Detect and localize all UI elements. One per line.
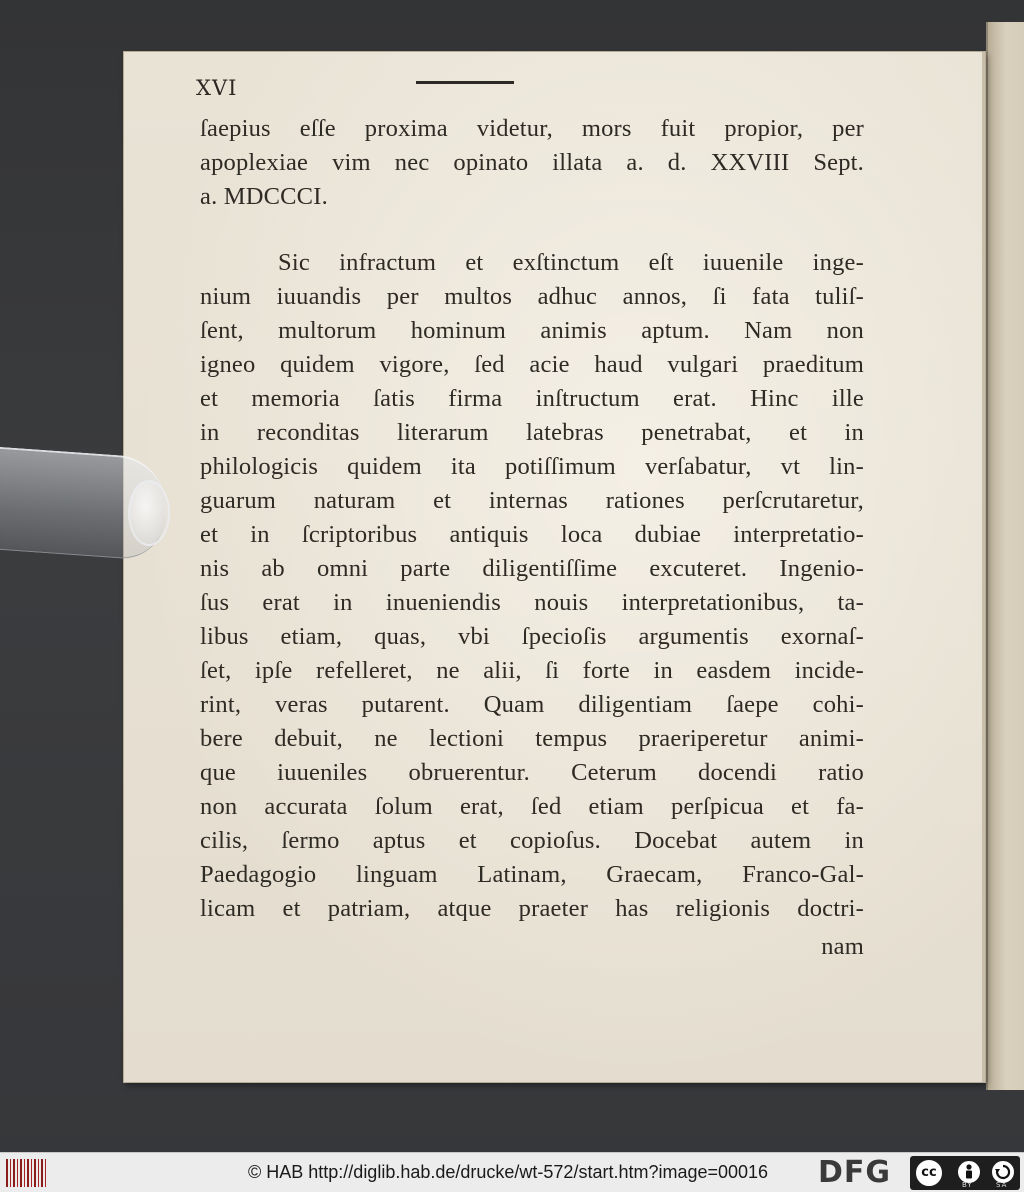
text-line: a. MDCCCI. <box>200 183 328 210</box>
text-line: igneo quidem vigore, ſed acie haud vulgari praeditum <box>200 351 864 378</box>
text-line: et memoria ſatis firma inſtructum erat. Hinc ille <box>200 385 864 412</box>
text-line: libus etiam, quas, vbi ſpecioſis argumentis exornaſ- <box>200 623 864 650</box>
cc-license-badge[interactable] <box>910 1156 1020 1190</box>
text-line: apoplexiae vim nec opinato illata a. d. XXVIII Sept. <box>200 149 864 176</box>
cc-by-label: BY <box>962 1181 973 1189</box>
text-line: ſent, multorum hominum animis aptum. Nam non <box>200 317 864 344</box>
catchword: nam <box>821 933 864 960</box>
text-line: ſet, ipſe refelleret, ne alii, ſi forte in easdem incide- <box>200 657 864 684</box>
text-line: bere debuit, ne lectioni tempus praeriperetur animi- <box>200 725 864 752</box>
paragraph-gap <box>200 214 864 246</box>
text-line: philologicis quidem ita potiſſimum verſabatur, vt lin- <box>200 453 864 480</box>
text-line: ſaepius eſſe proxima videtur, mors fuit propior, per <box>200 115 864 142</box>
text-line: nis ab omni parte diligentiſſime excuteret. Ingenio- <box>200 555 864 582</box>
text-line: ſus erat in inueniendis nouis interpretationibus, ta- <box>200 589 864 616</box>
page-text <box>200 112 864 964</box>
adjacent-page-edge <box>986 22 1024 1090</box>
text-line: Paedagogio linguam Latinam, Graecam, Franco-Gal- <box>200 861 864 888</box>
barcode-icon <box>6 1159 46 1187</box>
text-line: Sic infractum et exſtinctum eſt iuuenile inge- <box>278 249 864 276</box>
text-line: que iuueniles obruerentur. Ceterum docendi ratio <box>200 759 864 786</box>
text-line: rint, veras putarent. Quam diligentiam ſaepe cohi- <box>200 691 864 718</box>
page-header <box>196 76 856 116</box>
text-line: non accurata ſolum erat, ſed etiam perſpicua et fa- <box>200 793 864 820</box>
text-line: licam et patriam, atque praeter has religionis doctri- <box>200 895 864 922</box>
text-line: nium iuuandis per multos adhuc annos, ſi fata tuliſ- <box>200 283 864 310</box>
page-number: XVI <box>196 76 238 100</box>
copyright-link[interactable]: © HAB http://diglib.hab.de/drucke/wt-572/start.htm?image=00016 <box>248 1162 769 1182</box>
cc-icon: cc <box>914 1158 944 1188</box>
text-line: cilis, ſermo aptus et copioſus. Docebat autem in <box>200 827 864 854</box>
dfg-logo[interactable]: DFG <box>818 1155 892 1190</box>
page-holder-tip <box>128 480 170 546</box>
text-line: et in ſcriptoribus antiquis loca dubiae interpretatio- <box>200 521 864 548</box>
text-line: guarum naturam et internas rationes perſcrutaretur, <box>200 487 864 514</box>
footer-bar <box>0 1152 1024 1192</box>
text-line: in reconditas literarum latebras penetrabat, et in <box>200 419 864 446</box>
cc-sa-label: SA <box>996 1181 1008 1189</box>
header-rule <box>416 81 514 84</box>
